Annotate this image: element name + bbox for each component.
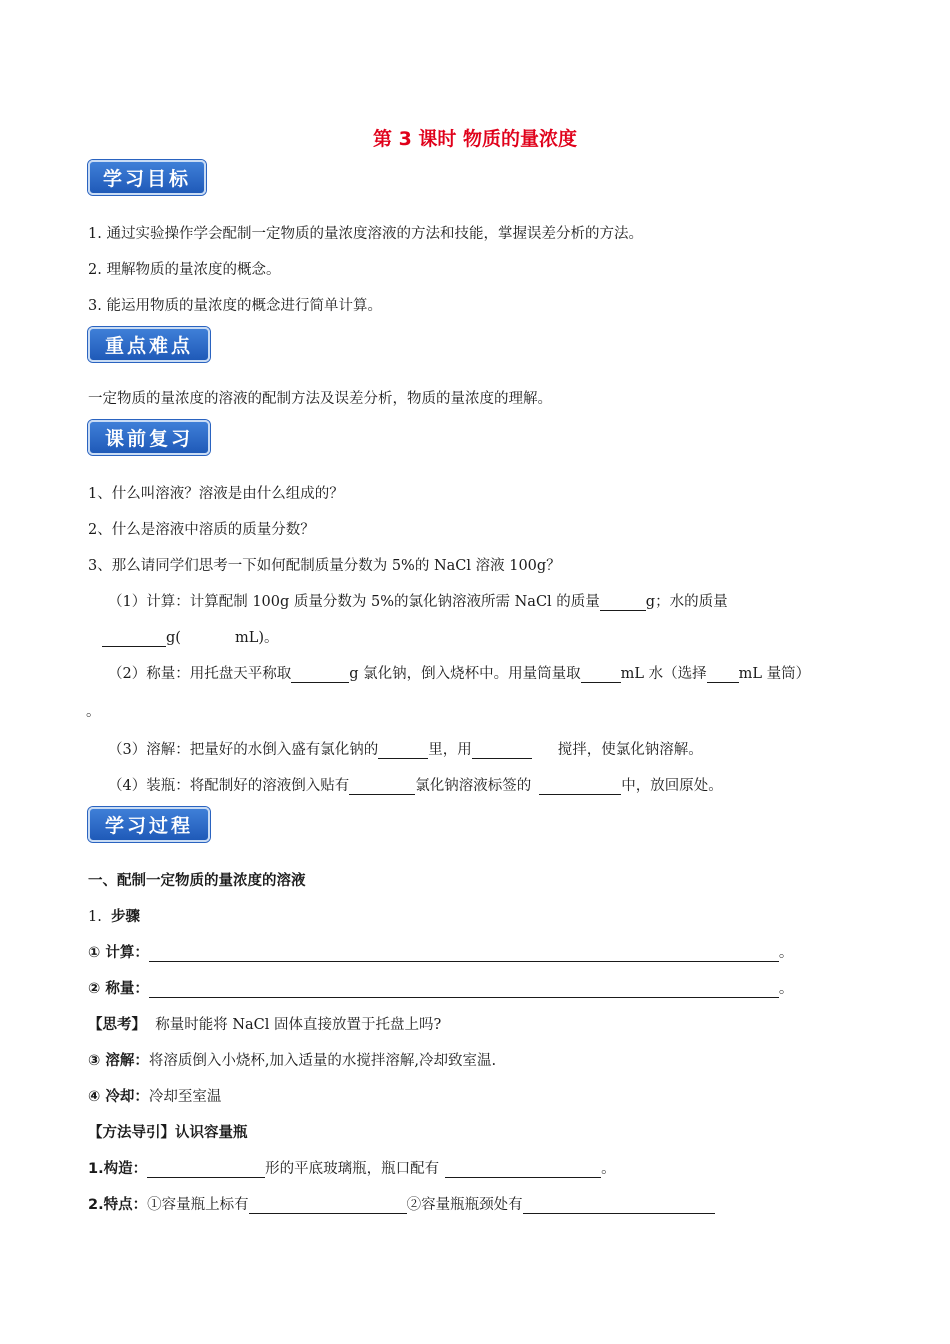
- steps-label-number: 1.: [88, 909, 102, 925]
- step-weigh-label: ② 称量：: [88, 981, 149, 997]
- step-dissolve-text: 将溶质倒入小烧杯,加入适量的水搅拌溶解,冷却致室温.: [148, 1053, 497, 1069]
- step-dissolve: [88, 1049, 496, 1070]
- review-question-2: 2、什么是溶液中溶质的质量分数？: [88, 522, 315, 538]
- step-weigh-end: 。: [778, 981, 794, 997]
- review-step-1: [108, 590, 728, 611]
- section-badge-key-points: 重点难点: [88, 327, 210, 362]
- steps-label: [88, 905, 140, 926]
- steps-label-text: 步骤: [111, 909, 141, 925]
- flask-structure: [88, 1157, 616, 1178]
- method-guide-label: 【方法导引】认识容量瓶: [88, 1125, 248, 1141]
- review-step-2-text-d: mL 量筒）: [738, 666, 811, 682]
- fill-blank-flask-markings[interactable]: [249, 1198, 407, 1214]
- flask-features-label: 2.特点：: [88, 1197, 148, 1213]
- fill-blank-flask-neck[interactable]: [523, 1198, 715, 1214]
- fill-blank-calculate[interactable]: [149, 946, 779, 962]
- goal-item-2: 2. 理解物质的量浓度的概念。: [88, 262, 281, 278]
- step-calculate: [88, 941, 793, 962]
- flask-feature-1: ①容量瓶上标有: [147, 1197, 249, 1213]
- step-cool-text: 冷却至室温: [148, 1089, 222, 1105]
- process-heading: 一、配制一定物质的量浓度的溶液: [88, 873, 306, 889]
- step-cool-label: ④ 冷却：: [88, 1089, 149, 1105]
- review-question-3: 3、那么请同学们思考一下如何配制质量分数为 5%的 NaCl 溶液 100g？: [88, 558, 561, 574]
- review-step-2: [108, 662, 810, 683]
- think-note: [88, 1013, 441, 1034]
- review-step-4-text-c: 中，放回原处。: [621, 778, 723, 794]
- section-badge-review: 课前复习: [88, 420, 210, 455]
- review-step-4: [108, 774, 723, 795]
- section-badge-goals: 学习目标: [88, 160, 206, 195]
- flask-structure-text: 形的平底玻璃瓶，瓶口配有: [265, 1161, 440, 1177]
- step-dissolve-label: ③ 溶解：: [88, 1053, 149, 1069]
- fill-blank-stirrer[interactable]: [472, 743, 532, 759]
- review-step-1-text-c: g(: [166, 630, 181, 646]
- fill-blank-bottle[interactable]: [539, 779, 621, 795]
- review-step-3-text-b: 里，用: [428, 742, 472, 758]
- review-step-1-cont: [102, 626, 279, 647]
- review-step-2-text-c: mL 水（选择: [620, 666, 707, 682]
- step-weigh: [88, 977, 793, 998]
- step-calculate-label: ① 计算：: [88, 945, 149, 961]
- fill-blank-water-volume[interactable]: [581, 667, 621, 683]
- review-step-4-text-b: 氯化钠溶液标签的: [415, 778, 532, 794]
- fill-blank-weigh[interactable]: [149, 982, 779, 998]
- review-step-4-text: （4）装瓶：将配制好的溶液倒入贴有: [108, 778, 350, 794]
- section-badge-process: 学习过程: [88, 807, 210, 842]
- step-calculate-end: 。: [778, 945, 794, 961]
- fill-blank-nacl-mass[interactable]: [600, 595, 646, 611]
- review-step-1-text-b: g；水的质量: [645, 594, 728, 610]
- fill-blank-water-mass[interactable]: [102, 631, 166, 647]
- review-step-1-text: （1）计算：计算配制 100g 质量分数为 5%的氯化钠溶液所需 NaCl 的质量: [108, 594, 600, 610]
- fill-blank-flask-shape[interactable]: [147, 1162, 265, 1178]
- goal-item-3: 3. 能运用物质的量浓度的概念进行简单计算。: [88, 298, 382, 314]
- fill-blank-flask-stopper[interactable]: [445, 1162, 601, 1178]
- flask-feature-2: ②容量瓶瓶颈处有: [406, 1197, 523, 1213]
- flask-features: [88, 1193, 715, 1214]
- review-step-2-end: 。: [86, 704, 101, 720]
- flask-structure-label: 1.构造：: [88, 1161, 148, 1177]
- review-question-1: 1、什么叫溶液？溶液是由什么组成的？: [88, 486, 344, 502]
- review-step-3-text-c: 搅拌，使氯化钠溶解。: [557, 742, 703, 758]
- think-text: 称量时能将 NaCl 固体直接放置于托盘上吗?: [155, 1017, 442, 1033]
- key-points-text: 一定物质的量浓度的溶液的配制方法及误差分析，物质的量浓度的理解。: [88, 391, 552, 407]
- page-title: 第 3 课时 物质的量浓度: [372, 128, 578, 150]
- fill-blank-container[interactable]: [378, 743, 428, 759]
- goal-item-1: 1. 通过实验操作学会配制一定物质的量浓度溶液的方法和技能，掌握误差分析的方法。: [88, 226, 643, 242]
- fill-blank-cylinder-size[interactable]: [707, 667, 739, 683]
- fill-blank-label[interactable]: [349, 779, 415, 795]
- review-step-1-text-d: mL)。: [234, 630, 279, 646]
- review-step-3: [108, 738, 703, 759]
- review-step-2-text: （2）称量：用托盘天平称取: [108, 666, 292, 682]
- step-cool: [88, 1085, 221, 1106]
- flask-structure-end: 。: [601, 1161, 616, 1177]
- think-label: 【思考】: [88, 1017, 146, 1033]
- review-step-3-text: （3）溶解：把量好的水倒入盛有氯化钠的: [108, 742, 379, 758]
- review-step-2-text-b: g 氯化钠，倒入烧杯中。用量筒量取: [349, 666, 581, 682]
- fill-blank-weigh-nacl[interactable]: [291, 667, 349, 683]
